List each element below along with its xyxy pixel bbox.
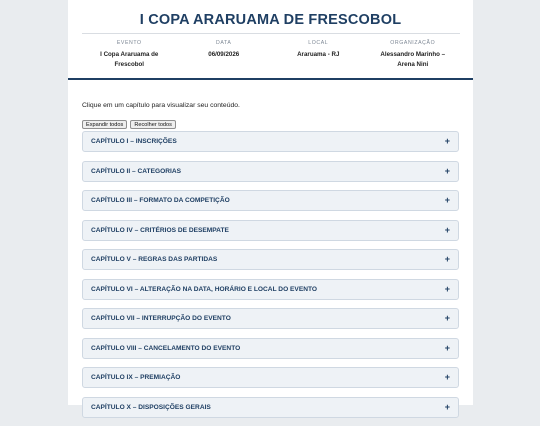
chapter-item[interactable] xyxy=(82,190,459,211)
page-title: I COPA ARARUAMA DE FRESCOBOL xyxy=(139,12,402,28)
expand-all-button[interactable]: Expandir todos xyxy=(82,120,127,129)
chapter-item[interactable] xyxy=(82,220,459,241)
chapter-title: CAPÍTULO X – DISPOSIÇÕES GERAIS xyxy=(91,403,211,411)
event-info-bar xyxy=(82,33,460,70)
chapter-title: CAPÍTULO III – FORMATO DA COMPETIÇÃO xyxy=(91,197,230,204)
chapter-item[interactable] xyxy=(82,397,459,418)
info-event-value: I Copa Araruama de Frescobol xyxy=(100,51,159,68)
info-location-value: Araruama - RJ xyxy=(297,51,340,58)
chapter-title: CAPÍTULO V – REGRAS DAS PARTIDAS xyxy=(91,256,218,263)
chapter-title: CAPÍTULO II – CATEGORIAS xyxy=(91,167,181,175)
plus-icon: + xyxy=(444,313,450,323)
intro-text: Clique em um capítulo para visualizar seu conteúdo. xyxy=(82,102,240,109)
chapter-title: CAPÍTULO I – INSCRIÇÕES xyxy=(91,138,177,145)
plus-icon: + xyxy=(444,224,450,235)
info-organization-label: ORGANIZAÇÃO xyxy=(390,40,436,46)
accordion-controls xyxy=(82,120,176,129)
info-date-value: 06/09/2026 xyxy=(208,51,240,58)
collapse-all-button[interactable]: Recolher todos xyxy=(130,120,176,129)
chapter-title: CAPÍTULO VI – ALTERAÇÃO NA DATA, HORÁRIO E LOCAL DO EVENTO xyxy=(91,285,318,293)
info-location-label: LOCAL xyxy=(308,40,329,46)
info-event-label: EVENTO xyxy=(116,40,142,46)
chapter-item[interactable] xyxy=(82,131,459,152)
info-event xyxy=(82,34,177,70)
info-date xyxy=(177,34,272,70)
plus-icon: + xyxy=(444,372,450,382)
page-header xyxy=(68,0,473,80)
info-date-label: DATA xyxy=(216,40,232,46)
plus-icon: + xyxy=(444,195,450,205)
chapter-title: CAPÍTULO VII – INTERRUPÇÃO DO EVENTO xyxy=(91,315,231,322)
chapter-item[interactable] xyxy=(82,367,459,388)
chapter-accordion xyxy=(82,131,459,426)
info-organization xyxy=(366,34,461,70)
info-location xyxy=(271,34,366,70)
chapter-item[interactable] xyxy=(82,249,459,270)
chapter-title: CAPÍTULO IX – PREMIAÇÃO xyxy=(91,374,181,381)
chapter-title: CAPÍTULO IV – CRITÉRIOS DE DESEMPATE xyxy=(91,226,229,234)
plus-icon: + xyxy=(444,283,450,294)
plus-icon: + xyxy=(444,342,450,353)
chapter-item[interactable] xyxy=(82,308,459,329)
plus-icon: + xyxy=(444,165,450,176)
page-container xyxy=(68,0,473,412)
plus-icon: + xyxy=(444,401,450,412)
info-organization-value: Alessandro Marinho – Arena Nini xyxy=(380,51,446,68)
chapter-item[interactable] xyxy=(82,161,459,182)
chapter-item[interactable] xyxy=(82,279,459,300)
plus-icon: + xyxy=(444,136,450,146)
chapter-title: CAPÍTULO VIII – CANCELAMENTO DO EVENTO xyxy=(91,344,241,352)
chapter-item[interactable] xyxy=(82,338,459,359)
plus-icon: + xyxy=(444,254,450,264)
